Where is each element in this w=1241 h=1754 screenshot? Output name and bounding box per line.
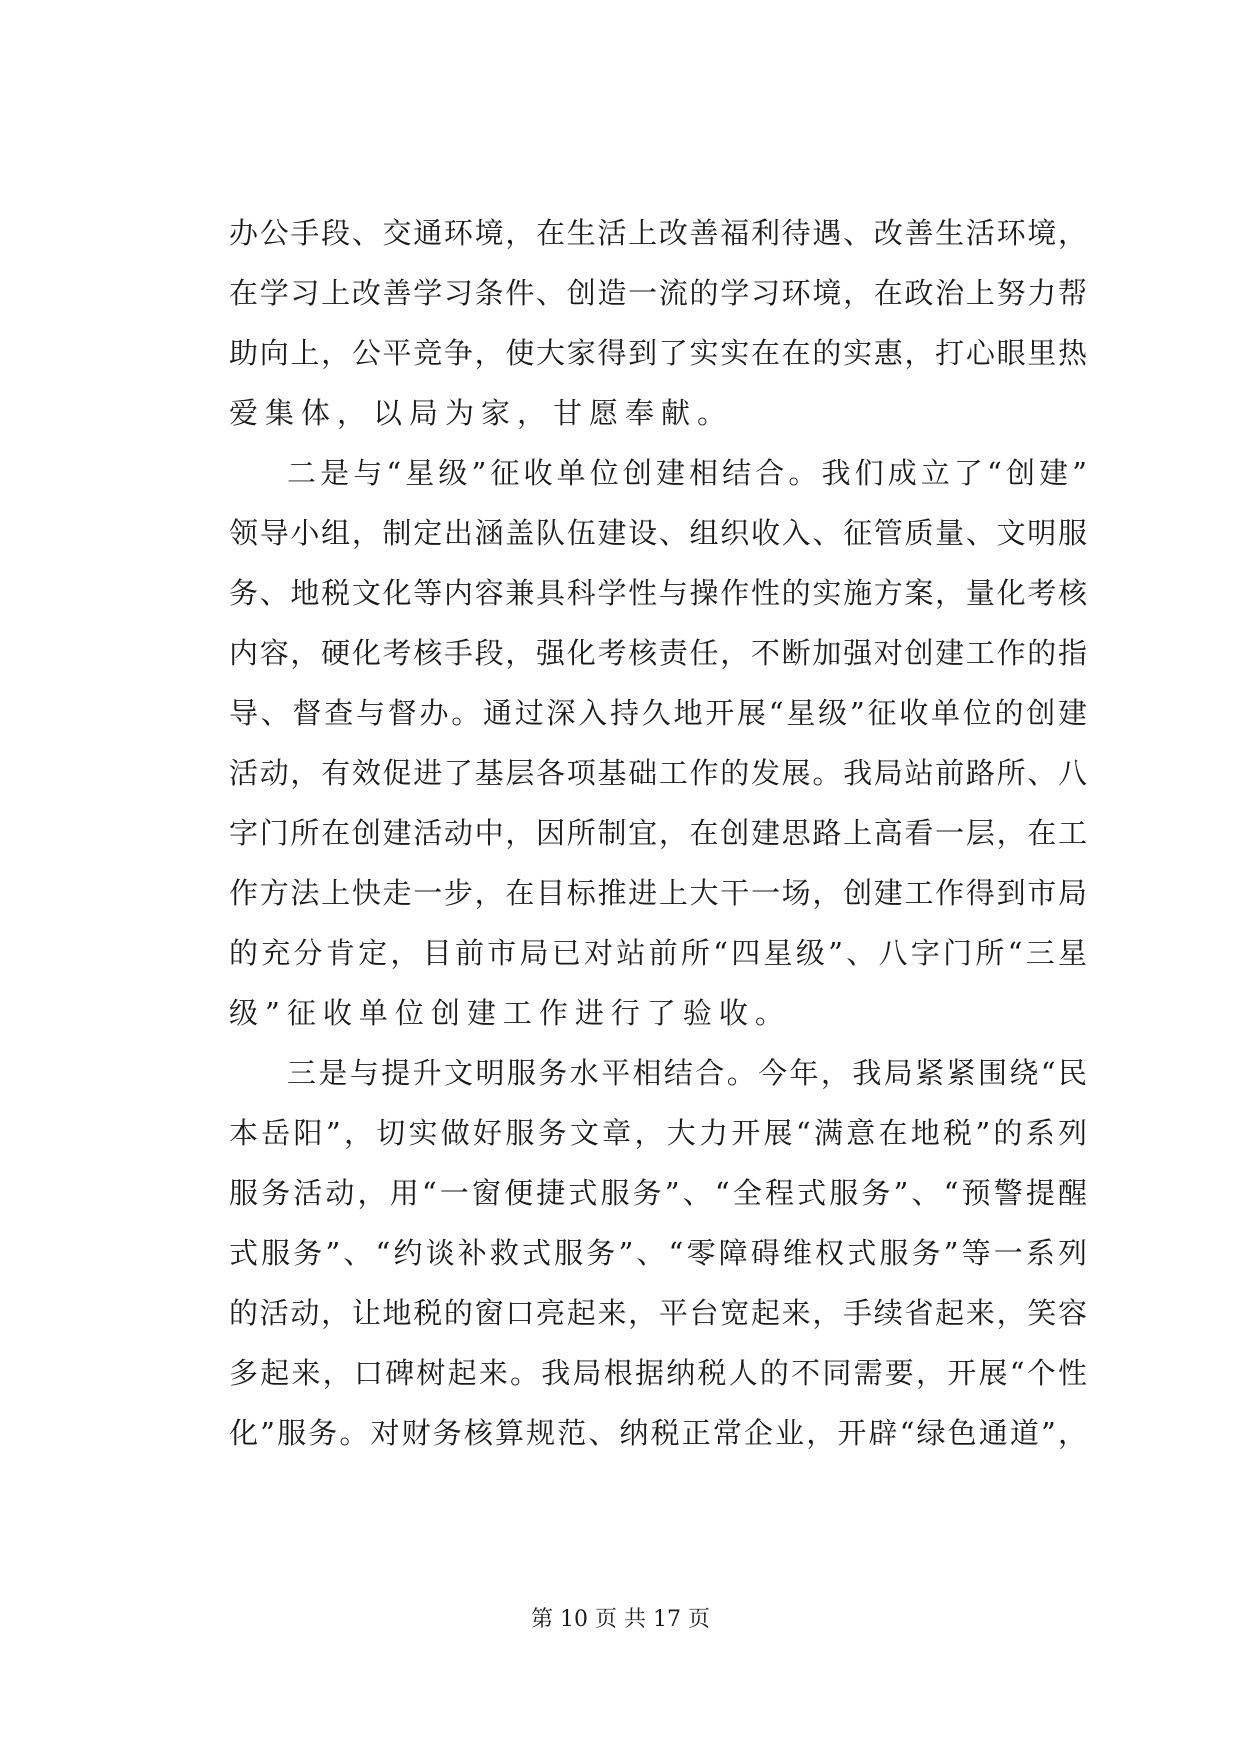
paragraph-2-line: 字门所在创建活动中，因所制宜，在创建思路上高看一层，在工 (229, 816, 1087, 850)
paragraph-2-line: 作方法上快走一步，在目标推进上大干一场，创建工作得到市局 (229, 876, 1087, 910)
paragraph-2-line: 二是与“星级”征收单位创建相结合。我们成立了“创建” (287, 456, 1087, 490)
paragraph-2-line: 的充分肯定，目前市局已对站前所“四星级”、八字门所“三星 (229, 936, 1087, 970)
page-footer (0, 1606, 1241, 1634)
paragraph-2-line: 活动，有效促进了基层各项基础工作的发展。我局站前路所、八 (229, 756, 1087, 790)
paragraph-3-line: 化”服务。对财务核算规范、纳税正常企业，开辟“绿色通道”， (229, 1416, 1087, 1450)
paragraph-3-line: 的活动，让地税的窗口亮起来，平台宽起来，手续省起来，笑容 (229, 1296, 1087, 1330)
paragraph-1-line: 在学习上改善学习条件、创造一流的学习环境，在政治上努力帮 (229, 276, 1087, 310)
paragraph-2-line: 级”征收单位创建工作进行了验收。 (229, 996, 791, 1030)
paragraph-2-line: 内容，硬化考核手段，强化考核责任，不断加强对创建工作的指 (229, 636, 1087, 670)
paragraph-3-line: 多起来，口碑树起来。我局根据纳税人的不同需要，开展“个性 (229, 1356, 1087, 1390)
page-number-label: 第 10 页 共 17 页 (531, 1607, 710, 1632)
paragraph-3-line: 三是与提升文明服务水平相结合。今年，我局紧紧围绕“民 (287, 1056, 1087, 1090)
paragraph-3-line: 本岳阳”，切实做好服务文章，大力开展“满意在地税”的系列 (229, 1116, 1087, 1150)
paragraph-1-line: 助向上，公平竞争，使大家得到了实实在在的实惠，打心眼里热 (229, 336, 1087, 370)
document-body (229, 203, 1087, 1463)
paragraph-1-line: 爱集体，以局为家，甘愿奉献。 (229, 396, 734, 430)
paragraph-3-line: 式服务”、“约谈补救式服务”、“零障碍维权式服务”等一系列 (229, 1236, 1087, 1270)
paragraph-2-line: 务、地税文化等内容兼具科学性与操作性的实施方案，量化考核 (229, 576, 1087, 610)
paragraph-2-line: 领导小组，制定出涵盖队伍建设、组织收入、征管质量、文明服 (229, 516, 1087, 550)
paragraph-1-line: 办公手段、交通环境，在生活上改善福利待遇、改善生活环境， (229, 216, 1087, 250)
paragraph-2-line: 导、督查与督办。通过深入持久地开展“星级”征收单位的创建 (229, 696, 1087, 730)
paragraph-3-line: 服务活动，用“一窗便捷式服务”、“全程式服务”、“预警提醒 (229, 1176, 1087, 1210)
